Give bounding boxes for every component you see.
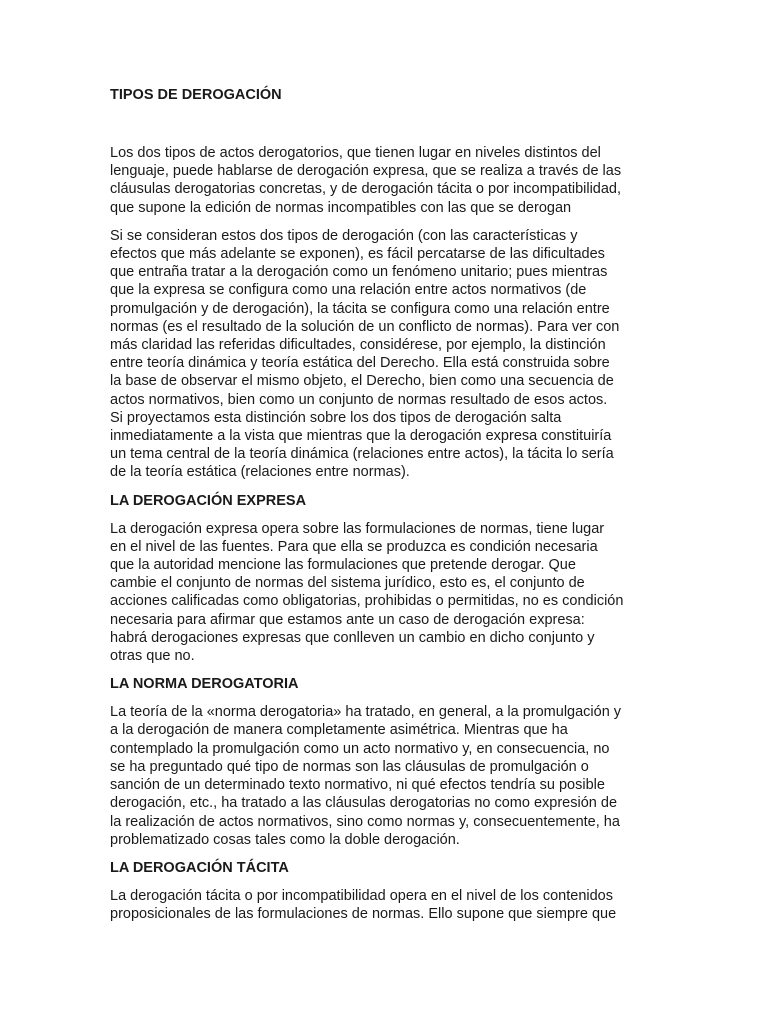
paragraph-line: que la autoridad mencione las formulaciones que pretende derogar. Que	[110, 557, 576, 574]
paragraph-line: sanción de un determinado texto normativo, ni qué efectos tendría su posible	[110, 777, 605, 794]
paragraph-line: Los dos tipos de actos derogatorios, que tienen lugar en niveles distintos del	[110, 145, 601, 161]
section-heading-tacita: LA DEROGACIÓN TÁCITA	[110, 859, 289, 876]
paragraph-line: que entraña tratar a la derogación como un fenómeno unitario; pues mientras	[110, 264, 608, 281]
paragraph-line: cláusulas derogatorias concretas, y de derogación tácita o por incompatibilidad,	[110, 181, 622, 198]
paragraph-line: normas (es el resultado de la solución de un conflicto de normas). Para ver con	[110, 318, 620, 335]
paragraph-line: a la derogación de manera completamente asimétrica. Mientras que ha	[110, 722, 568, 739]
section-heading-norma: LA NORMA DEROGATORIA	[110, 676, 299, 693]
paragraph-line: Si se consideran estos dos tipos de derogación (con las características y	[110, 227, 578, 244]
paragraph-line: la base de observar el mismo objeto, el Derecho, bien como una secuencia de	[110, 373, 614, 390]
document-content	[110, 86, 658, 933]
paragraph-line: problematizado cosas tales como la doble derogación.	[110, 831, 460, 848]
paragraph-line: la realización de actos normativos, sino como normas y, consecuentemente, ha	[110, 813, 620, 830]
paragraph-line: habrá derogaciones expresas que conlleven un cambio en dicho conjunto y	[110, 629, 595, 646]
paragraph-line: promulgación y de derogación), la tácita se configura como una relación entre	[110, 300, 610, 317]
paragraph-line: La derogación tácita o por incompatibilidad opera en el nivel de los contenidos	[110, 887, 613, 904]
paragraph-line: Si proyectamos esta distinción sobre los dos tipos de derogación salta	[110, 409, 562, 426]
paragraph-line: necesaria para afirmar que estamos ante un caso de derogación expresa:	[110, 611, 585, 628]
paragraph-line: contemplado la promulgación como un acto normativo y, en consecuencia, no	[110, 740, 610, 757]
paragraph-line: en el nivel de las fuentes. Para que ella se produzca es condición necesaria	[110, 538, 598, 555]
section-paragraph-tacita	[110, 887, 658, 923]
paragraph-line: más claridad las referidas dificultades, considérese, por ejemplo, la distinción	[110, 337, 606, 354]
paragraph-line: derogación, etc., ha tratado a las cláusulas derogatorias no como expresión de	[110, 795, 618, 812]
paragraph-line: efectos que más adelante se exponen), es fácil percatarse de las dificultades	[110, 246, 605, 263]
paragraph-line: que la expresa se configura como una relación entre actos normativos (de	[110, 282, 587, 299]
paragraph-line: La derogación expresa opera sobre las formulaciones de normas, tiene lugar	[110, 520, 605, 537]
paragraph-line: lenguaje, puede hablarse de derogación expresa, que se realiza a través de las	[110, 163, 622, 180]
paragraph-line: proposicionales de las formulaciones de normas. Ello supone que siempre que	[110, 906, 617, 923]
paragraph-line: entre teoría dinámica y teoría estática del Derecho. Ella está construida sobre	[110, 355, 610, 372]
paragraph-line: que supone la edición de normas incompatibles con las que se derogan	[110, 199, 572, 216]
section-paragraph-norma	[110, 703, 658, 849]
paragraph-line: inmediatamente a la vista que mientras que la derogación expresa constituiría	[110, 428, 612, 445]
paragraph-line: acciones calificadas como obligatorias, prohibidas o permitidas, no es condición	[110, 593, 624, 610]
paragraph-line: cambie el conjunto de normas del sistema jurídico, esto es, el conjunto de	[110, 575, 585, 592]
section-paragraph-expresa	[110, 520, 658, 666]
intro-paragraph	[110, 144, 658, 217]
paragraph-line: se ha preguntado qué tipo de normas son las cláusulas de promulgación o	[110, 758, 589, 775]
paragraph-line: La teoría de la «norma derogatoria» ha tratado, en general, a la promulgación y	[110, 704, 622, 721]
document-title: TIPOS DE DEROGACIÓN	[110, 87, 282, 103]
paragraph-line: otras que no.	[110, 648, 195, 665]
paragraph-line: de la teoría estática (relaciones entre normas).	[110, 464, 410, 481]
paragraph-line: un tema central de la teoría dinámica (relaciones entre actos), la tácita lo sería	[110, 446, 614, 463]
section-heading-expresa: LA DEROGACIÓN EXPRESA	[110, 492, 307, 509]
paragraph-line: actos normativos, bien como un conjunto de normas resultado de esos actos.	[110, 391, 608, 408]
second-paragraph	[110, 227, 658, 482]
